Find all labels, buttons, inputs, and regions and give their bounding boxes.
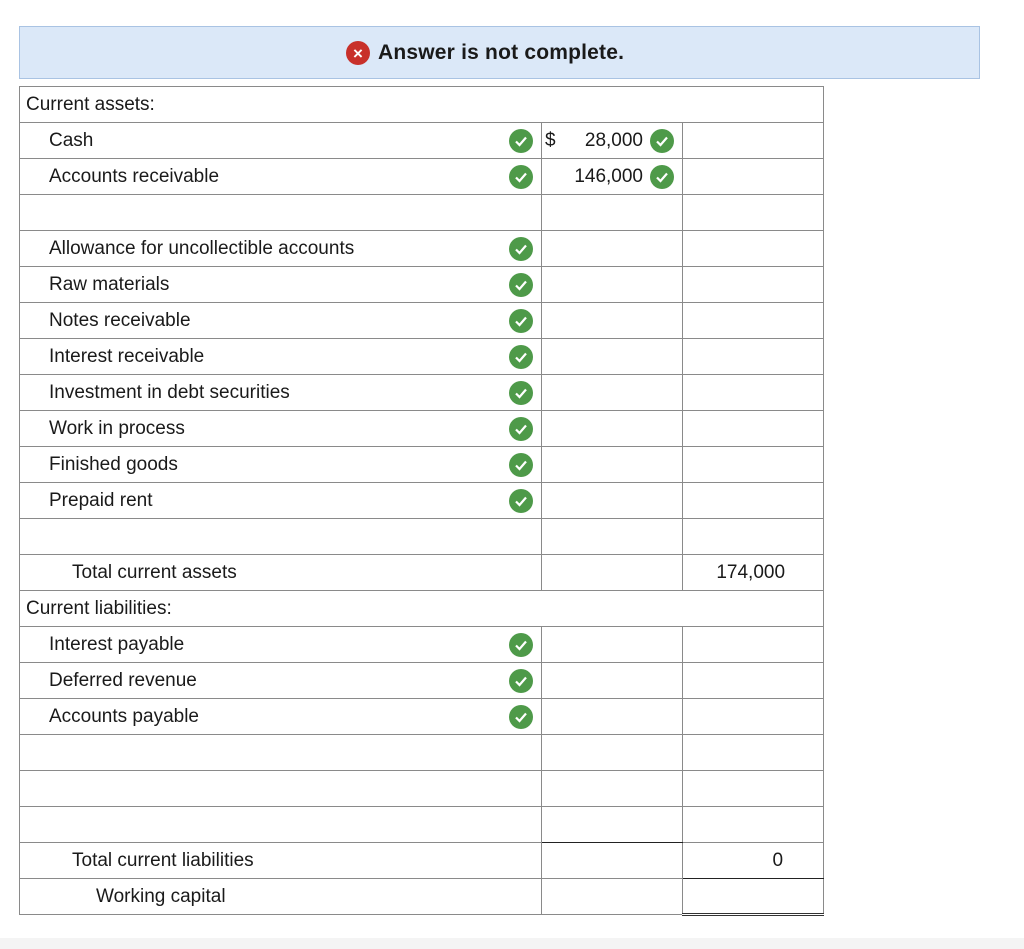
label-cell[interactable] (20, 771, 542, 807)
check-icon (650, 129, 674, 153)
row-label: Accounts payable (49, 705, 199, 727)
total-cell[interactable] (683, 267, 824, 303)
check-icon (509, 633, 533, 657)
label-cell[interactable] (20, 627, 542, 663)
total-cell[interactable] (683, 159, 824, 195)
check-icon (509, 453, 533, 477)
amount-cell[interactable] (542, 483, 683, 519)
amount-cell[interactable] (542, 447, 683, 483)
amount-cell[interactable] (542, 411, 683, 447)
total-cell[interactable] (683, 735, 824, 771)
table-row (20, 339, 824, 375)
amount-cell[interactable] (542, 627, 683, 663)
row-label: Cash (49, 129, 94, 151)
row-label: Interest receivable (49, 345, 205, 367)
check-icon (509, 381, 533, 405)
amount-cell[interactable] (542, 879, 683, 915)
x-circle-icon: × (346, 41, 370, 65)
amount-cell[interactable] (542, 195, 683, 231)
table-row (20, 663, 824, 699)
row-label: Finished goods (49, 453, 178, 475)
label-cell[interactable] (20, 447, 542, 483)
amount-cell[interactable] (542, 123, 683, 159)
amount-cell[interactable] (542, 555, 683, 591)
label-cell[interactable] (20, 519, 542, 555)
amount-cell[interactable] (542, 843, 683, 879)
label-cell[interactable] (20, 735, 542, 771)
total-cell[interactable] (683, 663, 824, 699)
working-capital-label (20, 879, 542, 915)
check-icon (509, 309, 533, 333)
row-label: Allowance for uncollectible accounts (49, 237, 355, 259)
total-cell[interactable] (683, 231, 824, 267)
label-cell[interactable] (20, 231, 542, 267)
total-cell[interactable] (683, 807, 824, 843)
amount-value: 146,000 (574, 166, 643, 187)
label-cell[interactable] (20, 663, 542, 699)
total-cell[interactable] (683, 339, 824, 375)
table-row (20, 123, 824, 159)
table-row (20, 195, 824, 231)
table-row (20, 843, 824, 879)
row-label: Accounts receivable (49, 165, 220, 187)
total-cell[interactable] (683, 303, 824, 339)
answer-status-banner (19, 26, 980, 79)
amount-cell[interactable] (542, 807, 683, 843)
amount-cell[interactable] (542, 231, 683, 267)
amount-cell[interactable] (542, 663, 683, 699)
check-icon (509, 345, 533, 369)
label-cell[interactable] (20, 267, 542, 303)
amount-cell[interactable] (542, 519, 683, 555)
amount-cell[interactable] (542, 771, 683, 807)
total-current-assets-value: 174,000 (716, 562, 786, 583)
label-cell[interactable] (20, 375, 542, 411)
check-icon (509, 489, 533, 513)
amount-cell[interactable] (542, 735, 683, 771)
label-cell[interactable] (20, 483, 542, 519)
check-icon (650, 165, 674, 189)
row-label: Investment in debt securities (49, 381, 290, 403)
total-cell[interactable] (683, 195, 824, 231)
check-icon (509, 237, 533, 261)
table-row (20, 411, 824, 447)
table-row (20, 771, 824, 807)
row-label: Work in process (49, 417, 185, 439)
table-row (20, 483, 824, 519)
table-row (20, 555, 824, 591)
table-row (20, 735, 824, 771)
amount-cell[interactable] (542, 339, 683, 375)
row-label: Interest payable (49, 633, 185, 655)
banner-text: Answer is not complete. (378, 41, 625, 64)
current-assets-header: Current assets: (20, 87, 824, 123)
check-icon (509, 705, 533, 729)
label-cell[interactable] (20, 123, 542, 159)
row-label: Deferred revenue (49, 669, 197, 691)
label-cell[interactable] (20, 159, 542, 195)
working-capital-value[interactable] (683, 879, 824, 915)
balance-sheet-table (19, 86, 824, 916)
total-cell[interactable] (683, 519, 824, 555)
table-row (20, 159, 824, 195)
total-cell[interactable] (683, 123, 824, 159)
row-label: Prepaid rent (49, 489, 153, 511)
total-current-liabilities-value: 0 (772, 850, 784, 871)
amount-cell[interactable] (542, 375, 683, 411)
table-row (20, 807, 824, 843)
label-cell[interactable] (20, 807, 542, 843)
total-cell[interactable] (683, 447, 824, 483)
amount-value: 28,000 (584, 130, 643, 151)
table-row (20, 519, 824, 555)
row-label: Total current assets (72, 561, 237, 583)
check-icon (509, 273, 533, 297)
table-row (20, 699, 824, 735)
current-liabilities-header: Current liabilities: (20, 591, 824, 627)
table-row (20, 447, 824, 483)
check-icon (509, 165, 533, 189)
check-icon (509, 417, 533, 441)
label-cell[interactable] (20, 339, 542, 375)
table-row (20, 591, 824, 627)
label-cell[interactable] (20, 411, 542, 447)
total-cell[interactable] (683, 699, 824, 735)
total-current-liabilities-label (20, 843, 542, 879)
row-label: Working capital (96, 885, 226, 907)
label-cell[interactable] (20, 195, 542, 231)
table-row (20, 87, 824, 123)
amount-cell[interactable] (542, 303, 683, 339)
total-cell[interactable] (683, 411, 824, 447)
amount-cell[interactable] (542, 267, 683, 303)
check-icon (509, 669, 533, 693)
row-label: Raw materials (49, 273, 170, 295)
amount-cell[interactable] (542, 159, 683, 195)
total-cell[interactable] (683, 843, 824, 879)
label-cell[interactable] (20, 303, 542, 339)
currency-symbol: $ (545, 130, 556, 151)
check-icon (509, 129, 533, 153)
total-cell[interactable] (683, 627, 824, 663)
table-row (20, 375, 824, 411)
table-row (20, 231, 824, 267)
row-label: Notes receivable (49, 309, 191, 331)
page-footer-strip (0, 938, 1024, 949)
amount-cell[interactable] (542, 699, 683, 735)
table-row (20, 303, 824, 339)
table-row (20, 879, 824, 915)
row-label: Total current liabilities (72, 849, 254, 871)
total-current-assets-label (20, 555, 542, 591)
total-cell[interactable] (683, 483, 824, 519)
table-row (20, 267, 824, 303)
label-cell[interactable] (20, 699, 542, 735)
total-cell[interactable] (683, 375, 824, 411)
total-cell[interactable] (683, 771, 824, 807)
total-cell[interactable] (683, 555, 824, 591)
table-row (20, 627, 824, 663)
